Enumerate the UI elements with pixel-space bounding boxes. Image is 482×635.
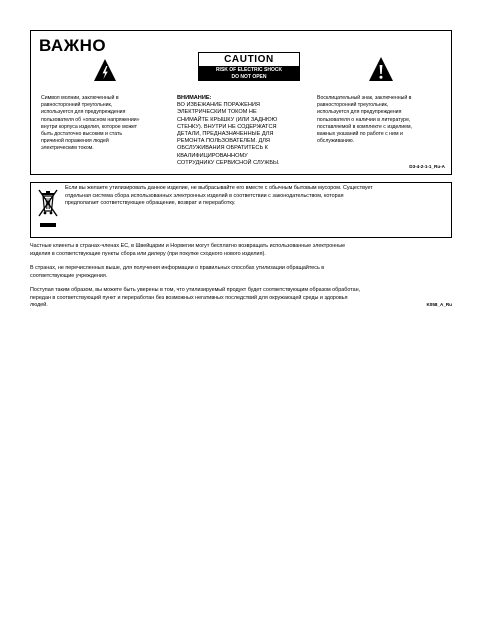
text-line: изделия в соответствующие пункты сбора или дилеру (при покупке сходного нового изделия).: [30, 250, 266, 257]
text-line: СТЕНКУ). ВНУТРИ НЕ СОДЕРЖАТСЯ: [177, 123, 277, 130]
text-line: ОБСЛУЖИВАНИЯ ОБРАТИТЕСЬ К: [177, 145, 268, 152]
lightning-warning-icon: [93, 58, 117, 82]
text-line: пользователя об «опасном напряжении»: [41, 116, 140, 123]
text-line: пользователя о наличии в литературе,: [317, 116, 411, 123]
text-line: электрическим током.: [41, 145, 94, 152]
page-title: ВАЖНО: [39, 36, 107, 55]
text-line: Если вы желаете утилизировать данное изделие, не выбрасывайте его вместе с обычным бытовым мусором. Существует: [65, 185, 373, 191]
text-line: В странах, не перечисленных выше, для получения информации о правильных способах утилизации обращайтесь в: [30, 265, 325, 271]
caution-line-2: DO NOT OPEN: [198, 74, 300, 81]
text-line: ВНИМАНИЕ:: [177, 95, 212, 101]
text-line: Частные клиенты в странах-членах ЕС, в Швейцарии и Норвегии могут бесплатно возвращать использованные электронные: [30, 243, 346, 249]
text-line: поставляемой в комплекте с изделием,: [317, 123, 413, 130]
warning-panel: [30, 30, 452, 175]
document-code: D3-4-2-1-1_Ru-A: [409, 164, 445, 169]
document-code-2: K058_A_Ru: [426, 302, 452, 307]
text-line: причиной поражения людей: [41, 138, 109, 145]
text-line: предполагает соответствующее обращение, возврат и переработку.: [65, 200, 236, 207]
lightning-description: [41, 95, 161, 153]
paragraph-other-countries: [30, 265, 452, 280]
text-line: СОТРУДНИКУ СЕРВИСНОЙ СЛУЖБЫ.: [177, 159, 280, 166]
text-line: Символ молнии, заключенный в: [41, 95, 119, 101]
exclamation-warning-icon: [368, 56, 394, 82]
crossed-bin-icon: [37, 187, 59, 233]
text-line: внутри корпуса изделия, которое может: [41, 123, 138, 130]
exclamation-description: [317, 95, 447, 145]
text-line: отдельная система сбора использованных электронных изделий в соответствии с законодательством, которая: [65, 192, 344, 199]
text-line: важных указаний по работе с ним и: [317, 131, 403, 138]
weee-text: [65, 185, 445, 208]
text-line: СНИМАЙТЕ КРЫШКУ (ИЛИ ЗАДНЮЮ: [177, 116, 278, 123]
weee-notice: [30, 182, 452, 238]
caution-title: CAUTION: [198, 52, 300, 67]
caution-label: [198, 52, 300, 82]
text-line: людей.: [30, 302, 48, 309]
text-line: ДЕТАЛИ, ПРЕДНАЗНАЧЕННЫЕ ДЛЯ: [177, 131, 274, 138]
caution-description: [177, 95, 307, 167]
text-line: Поступая таким образом, вы можете быть уверены в том, что утилизируемый продукт будет соответствующим образом обработан,: [30, 287, 361, 293]
text-line: Восклицательный знак, заключенный в: [317, 95, 412, 101]
text-line: РЕМОНТА ПОЛЬЗОВАТЕЛЕМ. ДЛЯ: [177, 138, 270, 145]
text-line: равносторонний треугольник,: [317, 102, 389, 109]
caution-line-1: RISK OF ELECTRIC SHOCK: [198, 67, 300, 74]
text-line: соответствующие учреждения.: [30, 272, 108, 279]
text-line: передан в соответствующий пункт и переработан без возможных негативных последствий для окружающей среды и здоровья: [30, 294, 348, 301]
text-line: быть достаточно высоким и стать: [41, 131, 123, 138]
paragraph-assurance: [30, 287, 452, 310]
paragraph-eu-clients: [30, 243, 452, 258]
text-line: равносторонний треугольник,: [41, 102, 113, 109]
text-line: используется для предупреждения: [41, 109, 126, 116]
text-line: используется для предупреждения: [317, 109, 402, 116]
text-line: обслуживанию.: [317, 138, 355, 145]
text-line: ЭЛЕКТРИЧЕСКИМ ТОКОМ НЕ: [177, 109, 257, 116]
text-line: КВАЛИФИЦИРОВАННОМУ: [177, 152, 248, 159]
text-line: ВО ИЗБЕЖАНИЕ ПОРАЖЕНИЯ: [177, 102, 260, 109]
